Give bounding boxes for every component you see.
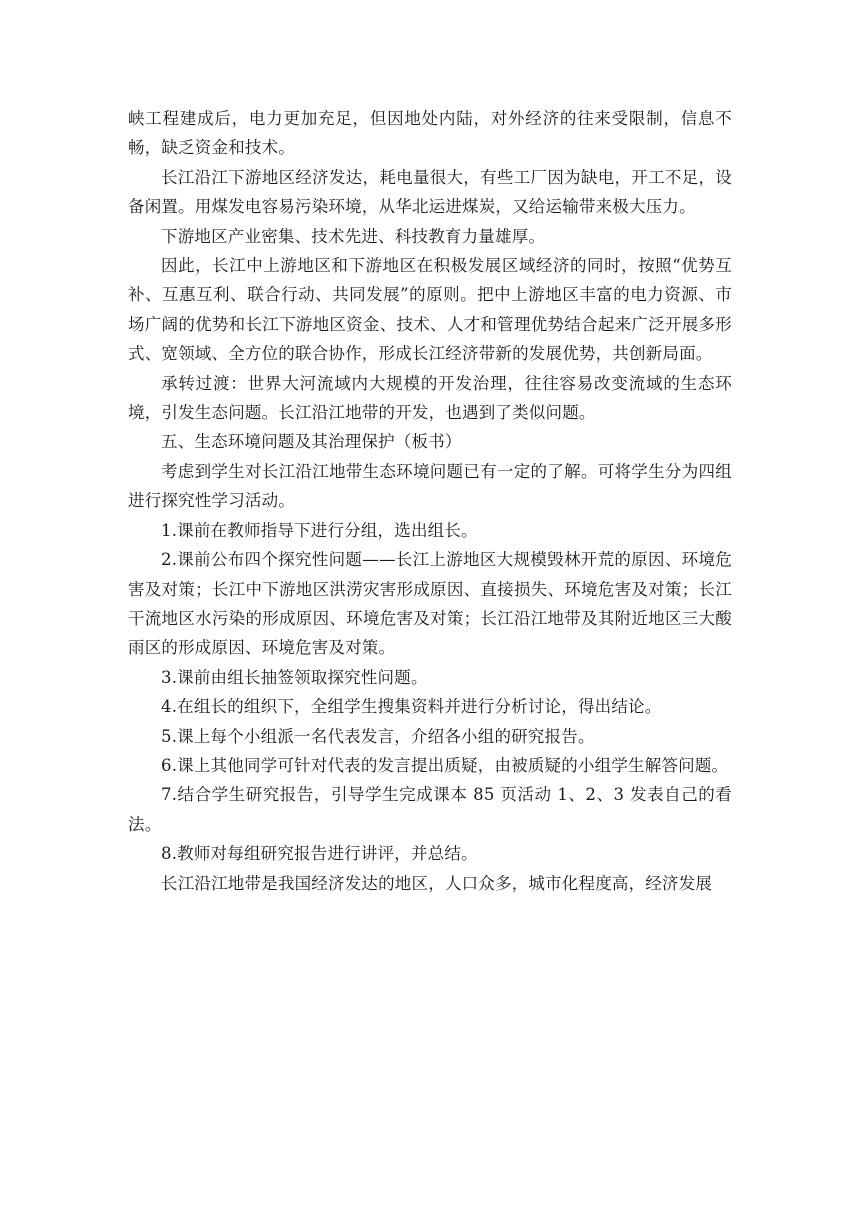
- paragraph: 长江沿江下游地区经济发达，耗电量很大，有些工厂因为缺电，开工不足，设备闲置。用煤发电容易污染环境，从华北运进煤炭，又给运输带来极大压力。: [128, 167, 732, 217]
- list-item: 6.课上其他同学可针对代表的发言提出质疑，由被质疑的小组学生解答问题。: [161, 755, 729, 775]
- list-item: 4.在组长的组织下，全组学生搜集资料并进行分析讨论，得出结论。: [161, 697, 662, 717]
- paragraph: 长江沿江地带是我国经济发达的地区，人口众多，城市化程度高，经济发展: [161, 873, 713, 893]
- section-heading: 五、生态环境问题及其治理保护（板书）: [161, 432, 462, 452]
- document-body: [128, 104, 732, 898]
- list-item: 1.课前在教师指导下进行分组，选出组长。: [161, 520, 478, 540]
- list-item: 3.课前由组长抽签领取探究性问题。: [161, 667, 428, 687]
- list-item: 5.课上每个小组派一名代表发言，介绍各小组的研究报告。: [161, 726, 595, 746]
- list-item: 8.教师对每组研究报告进行讲评，并总结。: [161, 844, 478, 864]
- paragraph: 承转过渡：世界大河流域内大规模的开发治理，往往容易改变流域的生态环境，引发生态问题。长江沿江地带的开发，也遇到了类似问题。: [128, 373, 732, 423]
- list-item: 7.结合学生研究报告，引导学生完成课本 85 页活动 1、2、3 发表自己的看法。: [128, 785, 732, 834]
- paragraph: 因此，长江中上游地区和下游地区在积极发展区域经济的同时，按照“优势互补、互惠互利、联合行动、共同发展”的原则。把中上游地区丰富的电力资源、市场广阔的优势和长江下游地区资金、技术、人才和管理优势结合起来广泛开展多形式、宽领域、全方位的联合协作，形成长江经济带新的发展优势，共创新局面。: [128, 256, 732, 364]
- list-item: 2.课前公布四个探究性问题——长江上游地区大规模毁林开荒的原因、环境危害及对策；长江中下游地区洪涝灾害形成原因、直接损失、环境危害及对策；长江干流地区水污染的形成原因、环境危害及对策；长江沿江地带及其附近地区三大酸雨区的形成原因、环境危害及对策。: [128, 550, 732, 658]
- paragraph: 峡工程建成后，电力更加充足，但因地处内陆，对外经济的往来受限制，信息不畅，缺乏资金和技术。: [128, 109, 732, 158]
- paragraph: 考虑到学生对长江沿江地带生态环境问题已有一定的了解。可将学生分为四组进行探究性学习活动。: [128, 461, 732, 511]
- paragraph: 下游地区产业密集、技术先进、科技教育力量雄厚。: [161, 226, 546, 246]
